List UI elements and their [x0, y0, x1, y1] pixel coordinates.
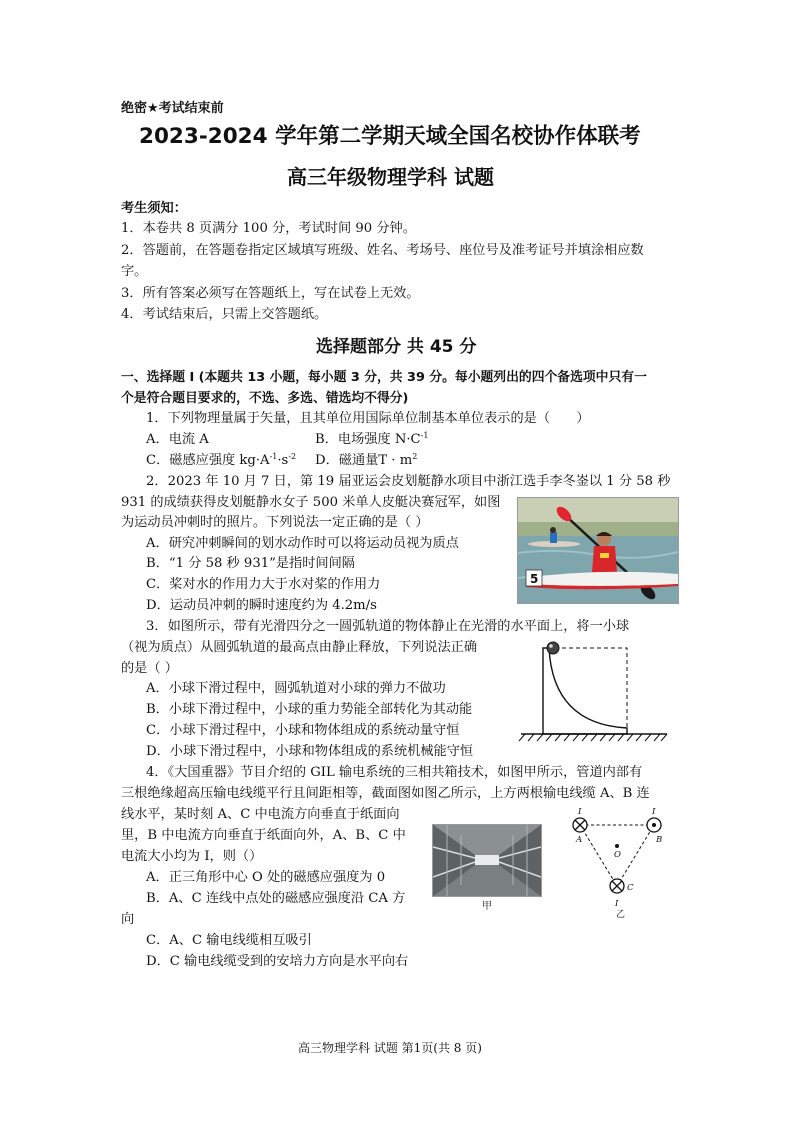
q2-option-a: A．研究冲刺瞬间的划水动作时可以将运动员视为质点 [146, 536, 459, 551]
q3-option-a: A．小球下滑过程中，圆弧轨道对小球的弹力不做功 [146, 681, 446, 696]
exam-title: 2023-2024 学年第二学期天域全国名校协作体联考 [139, 124, 641, 149]
notice-heading: 考生须知： [121, 201, 187, 216]
secret-label: 绝密★考试结束前 [121, 101, 224, 116]
label-current-a: I [578, 807, 582, 817]
q4-stem-5: 电流大小均为 I，则（） [121, 849, 263, 864]
q2-option-b: B．“1 分 58 秒 931”是指时间间隔 [146, 556, 355, 571]
q3-stem-3: 的是（ ） [121, 661, 178, 676]
figure-label-left: 甲 [482, 901, 492, 912]
q1-option-b: B．电场强度 $N\cdot C^{-1}$ [315, 431, 429, 447]
q2-stem-3: 为运动员冲刺时的照片。下列说法一定正确的是（ ） [121, 515, 429, 530]
q4-option-b: B．A、C 连线中点处的磁感应强度沿 CA 方 [146, 891, 406, 906]
q4-option-b-cont: 向 [121, 912, 135, 927]
q2-option-d: D．运动员冲刺的瞬时速度约为 4.2m/s [146, 598, 377, 613]
notice-item-1: 1．本卷共 8 页满分 100 分，考试时间 90 分钟。 [121, 221, 416, 236]
kayak-photo [517, 497, 679, 604]
q1-stem: 1．下列物理量属于矢量，且其单位用国际单位制基本单位表示的是（ ） [146, 411, 590, 426]
notice-item-2: 2．答题前，在答题卷指定区域填写班级、姓名、考场号、座位号及准考证号并填涂相应数 [121, 243, 644, 258]
q4-option-d: D．C 输电线缆受到的安培力方向是水平向右 [146, 954, 409, 969]
page-footer: 高三物理学科 试题 第1页(共 8 页) [298, 1041, 482, 1055]
section-title: 选择题部分 共 45 分 [316, 337, 477, 357]
q3-stem-1: 3．如图所示，带有光滑四分之一圆弧轨道的物体静止在光滑的水平面上，将一小球 [146, 619, 630, 634]
photo-bib-number: 5 [530, 572, 539, 586]
q4-stem-4: 里，B 中电流方向垂直于纸面向外，A、B、C 中 [121, 828, 406, 843]
q4-option-a: A．正三角形中心 O 处的磁感应强度为 0 [146, 870, 386, 885]
figure-label-right: 乙 [616, 910, 626, 918]
quarter-circle-track-diagram [515, 640, 675, 752]
section-intro-2: 个是符合题目要求的，不选、多选、错选均不得分) [121, 391, 409, 406]
q2-stem-2: 931 的成绩获得皮划艇静水女子 500 米单人皮艇决赛冠军，如图 [121, 495, 501, 510]
gil-tunnel-photo [432, 824, 542, 897]
q1-option-a: A．电流 A [146, 432, 209, 447]
section-intro-1: 一、选择题 I (本题共 13 小题，每小题 3 分，共 39 分。每小题列出的四个备选项中只有一 [121, 370, 647, 385]
q3-option-c: C．小球下滑过程中，小球和物体组成的系统动量守恒 [146, 723, 460, 738]
label-a: A [576, 835, 583, 845]
q2-stem-1: 2．2023 年 10 月 7 日，第 19 届亚运会皮划艇静水项目中浙江选手李冬崟以 1 分 58 秒 [146, 474, 671, 489]
label-o: O [614, 850, 621, 860]
q2-option-c: C．桨对水的作用力大于水对桨的作用力 [146, 577, 381, 592]
label-b: B [656, 835, 663, 845]
q3-stem-2: （视为质点）从圆弧轨道的最高点由静止释放，下列说法正确 [121, 640, 478, 655]
q3-option-d: D．小球下滑过程中，小球和物体组成的系统机械能守恒 [146, 744, 474, 759]
q3-option-b: B．小球下滑过程中，小球的重力势能全部转化为其动能 [146, 702, 473, 717]
triangle-cross-section-diagram [564, 806, 680, 918]
label-current-b: I [652, 807, 656, 817]
label-c: C [627, 883, 634, 893]
exam-subtitle: 高三年级物理学科 试题 [287, 165, 494, 189]
notice-item-2-cont: 字。 [121, 264, 148, 279]
q4-option-c: C．A、C 输电线缆相互吸引 [146, 933, 312, 948]
notice-item-3: 3．所有答案必须写在答题纸上，写在试卷上无效。 [121, 286, 420, 301]
q4-stem-2: 三根绝缘超高压输电线缆平行且间距相等，截面图如图乙所示，上方两根输电线缆 A、B 连 [121, 786, 650, 801]
q4-stem-3: 线水平，某时刻 A、C 中电流方向垂直于纸面向 [121, 807, 400, 822]
notice-item-4: 4．考试结束后，只需上交答题纸。 [121, 307, 328, 322]
q1-option-c: C．磁感应强度 $kg\cdot A^{-1}\cdot s^{-2}$ [146, 452, 297, 468]
q1-option-d: D．磁通量$T \cdot m^2$ [315, 452, 418, 468]
label-current-c: I [615, 899, 619, 909]
q4-stem-1: 4．《大国重器》节目介绍的 GIL 输电系统的三相共箱技术，如图甲所示，管道内部有 [146, 765, 643, 780]
